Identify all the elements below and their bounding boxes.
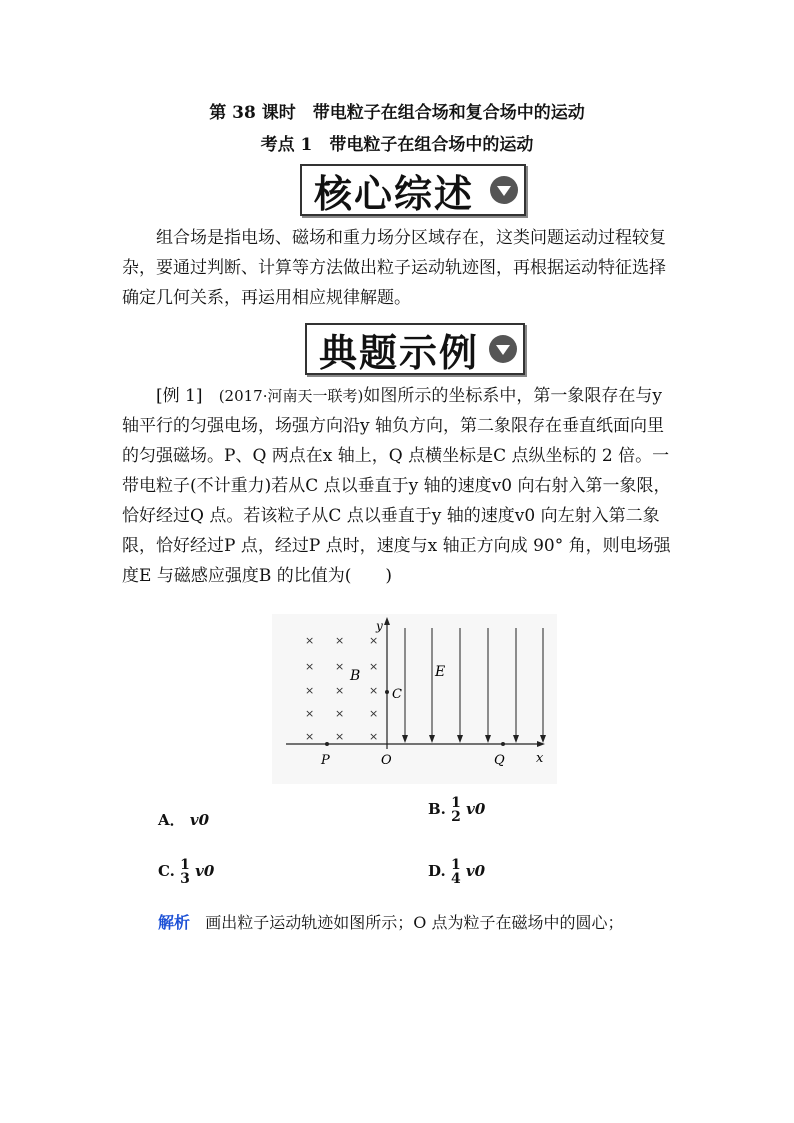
example-problem xyxy=(122,381,678,591)
option-b-denominator: 2 xyxy=(451,809,461,825)
example-source: (2017·河南天一联考) xyxy=(218,387,364,405)
option-c-label: C. xyxy=(158,862,175,880)
svg-text:×: × xyxy=(305,660,315,673)
chevron-down-icon xyxy=(489,335,517,363)
analysis-text: 画出粒子运动轨迹如图所示；O 点为粒子在磁场中的圆心； xyxy=(205,913,624,932)
option-d-label: D. xyxy=(428,862,446,880)
option-c[interactable] xyxy=(158,858,214,886)
svg-text:×: × xyxy=(369,730,379,743)
svg-text:×: × xyxy=(335,707,345,720)
svg-text:×: × xyxy=(369,684,379,697)
svg-text:×: × xyxy=(335,730,345,743)
e-field-label: E xyxy=(435,664,446,680)
point-c-label: C xyxy=(392,687,402,702)
svg-text:×: × xyxy=(305,707,315,720)
option-b-variable: v0 xyxy=(466,800,486,818)
option-b-label: B. xyxy=(428,800,446,818)
svg-text:×: × xyxy=(369,707,379,720)
point-p-label: P xyxy=(321,753,330,768)
analysis-line xyxy=(158,910,624,933)
topic-title: 考点 1 带电粒子在组合场中的运动 xyxy=(260,135,534,155)
svg-text:×: × xyxy=(335,684,345,697)
option-a-value: v0 xyxy=(189,811,210,829)
option-a[interactable] xyxy=(158,809,209,830)
lesson-title: 第 38 课时 带电粒子在组合场和复合场中的运动 xyxy=(209,103,585,123)
option-c-numerator: 1 xyxy=(180,857,190,873)
svg-text:×: × xyxy=(305,684,315,697)
analysis-label: 解析 xyxy=(158,913,191,932)
svg-text:×: × xyxy=(369,660,379,673)
core-summary-banner xyxy=(300,164,526,216)
option-c-denominator: 3 xyxy=(180,871,190,887)
option-d-variable: v0 xyxy=(465,862,486,880)
core-summary-label: 核心综述 xyxy=(314,171,475,216)
example-banner xyxy=(305,323,525,375)
svg-text:×: × xyxy=(305,634,315,647)
origin-label: O xyxy=(381,753,392,768)
field-diagram xyxy=(272,614,557,784)
option-b[interactable] xyxy=(428,796,485,824)
example-text: 如图所示的坐标系中，第一象限存在与y 轴平行的匀强电场，场强方向沿y 轴负方向，第二象限存在垂直纸面向里的匀强磁场。P、Q 两点在x 轴上，Q 点横坐标是C 点纵坐标的 2 倍。一带电粒子(不计重力)若从C 点以垂直于y 轴的速度v0 向右射入第一象限，恰好经过Q 点。若该粒子从C 点以垂直于y 轴的速度v0 向左射入第二象限，恰好经过P 点，经过P 点时，速度与x 轴正方向成 90° 角，则电场强度E 与磁感应强度B 的比值为( ) xyxy=(122,386,671,586)
y-axis-label: y xyxy=(376,619,383,633)
example-tag: [例 1] xyxy=(156,386,203,406)
option-b-numerator: 1 xyxy=(451,795,461,811)
svg-text:×: × xyxy=(335,634,345,647)
summary-paragraph: 组合场是指电场、磁场和重力场分区域存在，这类问题运动过程较复杂，要通过判断、计算等方法做出粒子运动轨迹图，再根据运动特征选择确定几何关系，再运用相应规律解题。 xyxy=(122,228,666,308)
svg-text:×: × xyxy=(305,730,315,743)
svg-text:×: × xyxy=(335,660,345,673)
option-c-variable: v0 xyxy=(195,862,215,880)
chevron-down-icon xyxy=(490,176,518,204)
b-field-label: B xyxy=(350,668,361,684)
x-axis-label: x xyxy=(536,751,544,766)
option-d-denominator: 4 xyxy=(450,871,461,887)
option-a-label: A． xyxy=(158,811,185,829)
example-label: 典题示例 xyxy=(319,330,480,375)
point-q-label: Q xyxy=(494,753,505,768)
svg-text:×: × xyxy=(369,634,379,647)
option-d-numerator: 1 xyxy=(450,857,461,873)
option-d[interactable] xyxy=(428,858,485,886)
